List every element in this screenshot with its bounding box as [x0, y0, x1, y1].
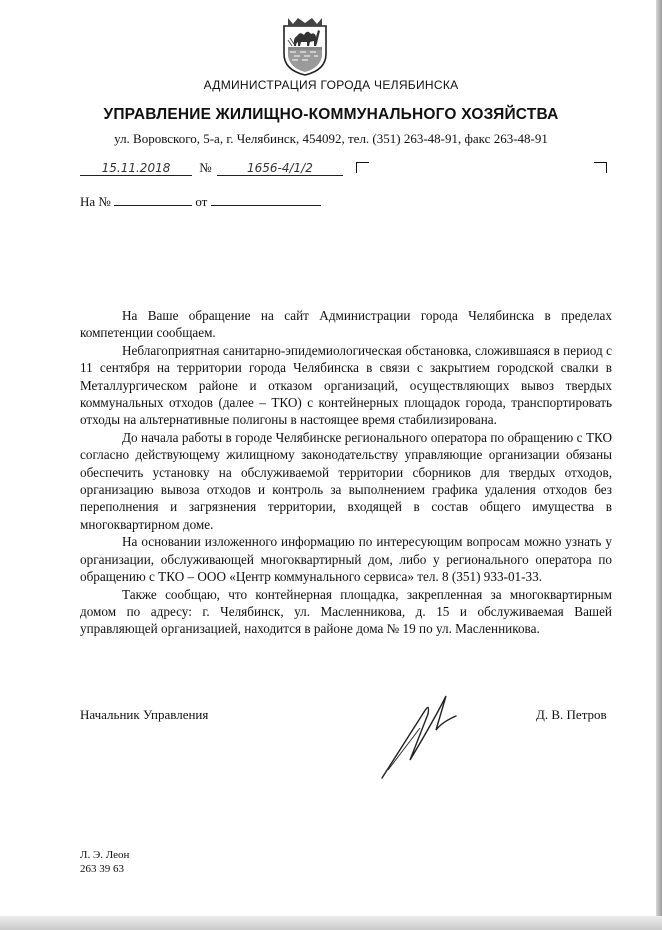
reply-number-blank: [114, 193, 192, 206]
administration-name: АДМИНИСТРАЦИЯ ГОРОДА ЧЕЛЯБИНСКА: [203, 78, 459, 92]
number-label: №: [199, 160, 212, 175]
outgoing-number: 1656-4/1/2: [217, 161, 343, 176]
city-emblem-icon: [280, 14, 330, 76]
reply-reference-line: [80, 193, 321, 210]
department-title: УПРАВЛЕНИЕ ЖИЛИЩНО-КОММУНАЛЬНОГО ХОЗЯЙСТВА: [103, 106, 559, 123]
scan-edge-bottom: [0, 916, 662, 930]
body-paragraph: На основании изложенного информацию по интересующим вопросам можно узнать у организации, обслуживающей многоквартирный дом, либо у регионального оператора по обращению с ТКО – ООО «Центр коммунального сервиса» тел. 8 (351) 933-01-33.: [80, 534, 612, 585]
executor-phone: 263 39 63: [80, 863, 124, 875]
executor-block: [80, 848, 129, 876]
letter-body: [80, 307, 612, 638]
body-paragraph: Также сообщаю, что контейнерная площадка, закрепленная за многоквартирным домом по адресу: г. Челябинск, ул. Масленникова, д. 15 и обслуживаемая Вашей управляющей организацией, находится в районе дома № 19 по ул. Масленникова.: [80, 586, 612, 637]
handwritten-signature: [380, 690, 460, 782]
outgoing-date: 15.11.2018: [80, 161, 192, 176]
registration-line: [80, 160, 343, 176]
reply-date-label: от: [195, 194, 208, 209]
signer-name: Д. В. Петров: [536, 707, 607, 722]
body-paragraph: Неблагоприятная санитарно-эпидемиологическая обстановка, сложившаяся в период с 11 сентября на территории города Челябинска в связи с закрытием городской свалки в Металлургическом районе и отказом организаций, осуществляющих вывоз твердых коммунальных отходов (далее – ТКО) с контейнерных площадок города, транспортировать отходы на альтернативные полигоны в настоящее время стабилизирована.: [80, 342, 612, 428]
reply-number-label: На №: [80, 194, 111, 209]
body-paragraph: До начала работы в городе Челябинске регионального оператора по обращению с ТКО согласно действующему жилищному законодательству управляющие организации обязаны обеспечить установку на обслуживаемой территории сборников для твердых отходов, организацию вывоза отходов и контроль за выполнением графика удаления отходов без переполнения и загрязнения территории, входящей в состав общего имущества в многоквартирном доме.: [80, 429, 612, 532]
address-field-corner-left: [356, 162, 369, 173]
body-paragraph: На Ваше обращение на сайт Администрации города Челябинска в пределах компетенции сообщаем.: [80, 308, 612, 341]
reply-date-blank: [211, 193, 321, 206]
scan-edge-right: [656, 0, 662, 930]
address-field-corner-right: [594, 162, 607, 173]
department-address: ул. Воровского, 5-а, г. Челябинск, 454092, тел. (351) 263-48-91, факс 263-48-91: [114, 131, 548, 146]
signer-position: Начальник Управления: [80, 707, 209, 722]
executor-name: Л. Э. Леон: [80, 849, 130, 861]
